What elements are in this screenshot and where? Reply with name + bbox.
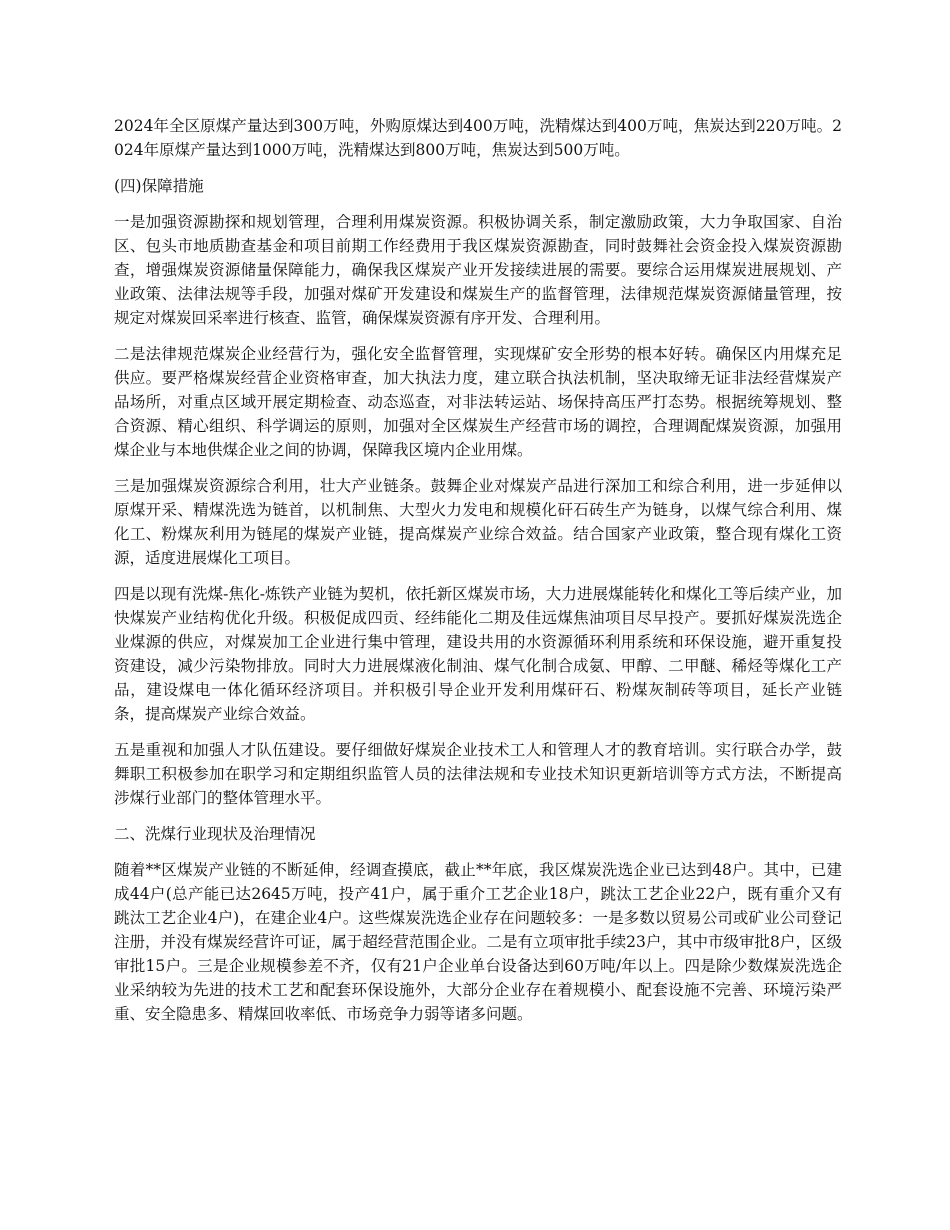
section-heading-coal-washing: 二、洗煤行业现状及治理情况 xyxy=(114,825,316,843)
paragraph-measure-3: 三是加强煤炭资源综合利用，壮大产业链条。鼓舞企业对煤炭产品进行深加工和综合利用，进一步延伸以原煤开采、精煤洗选为链首，以机制焦、大型火力发电和规模化矸石砖生产为链身，以煤气综合利用、煤化工、粉煤灰利用为链尾的煤炭产业链，提高煤炭产业综合效益。结合国家产业政策，整合现有煤化工资 源，适度进展煤化工项目。 xyxy=(114,477,842,567)
document-page xyxy=(114,114,842,1038)
paragraph-measure-1: 一是加强资源勘探和规划管理，合理利用煤炭资源。积极协调关系，制定激励政策，大力争取国家、自治区、包头市地质勘查基金和项目前期工作经费用于我区煤炭资源勘查，同时鼓舞社会资金投入煤炭资源勘查，增强煤炭资源储量保障能力，确保我区煤炭产业开发接续进展的需要。要综合运用煤炭进展规划、产业政策、法律法规等手段，加强对煤矿开发建设和煤炭生产的监督管理，法律规范煤炭资源储量管理，按规定对煤炭回采率进行核查、监管，确保煤炭资源有序开发、合理利用。 xyxy=(114,213,842,327)
paragraph-measure-4: 四是以现有洗煤-焦化-炼铁产业链为契机，依托新区煤炭市场，大力进展煤能转化和煤化工等后续产业，加快煤炭产业结构优化升级。积极促成四贡、经纬能化二期及佳远煤焦油项目尽早投产。要抓好煤炭洗选企业煤源的供应，对煤炭加工企业进行集中管理，建设共用的水资源循环利用系统和环保设施，避开重复投资建设，减少污染物排放。同时大力进展煤液化制油、煤气化制合成氨、甲醇、二甲醚、稀烃等煤化工产品，建设煤电一体化循环经济项目。并积极引导企业开发利用煤矸石、粉煤灰制砖等项目，延长产业链条，提高煤炭产业综合效益。 xyxy=(114,585,842,723)
paragraph-production-targets: 2024年全区原煤产量达到300万吨，外购原煤达到400万吨，洗精煤达到400万吨，焦炭达到220万吨。2024年原煤产量达到1000万吨，洗精煤达到800万吨，焦炭达到500万吨。 xyxy=(114,117,842,159)
section-heading-safeguards: (四)保障措施 xyxy=(114,177,204,195)
paragraph-measure-5: 五是重视和加强人才队伍建设。要仔细做好煤炭企业技术工人和管理人才的教育培训。实行联合办学，鼓舞职工积极参加在职学习和定期组织监管人员的法律法规和专业技术知识更新培训等方式方法，不断提高涉煤行业部门的整体管理水平。 xyxy=(114,741,842,807)
paragraph-coal-washing-status: 随着**区煤炭产业链的不断延伸，经调查摸底，截止**年底，我区煤炭洗选企业已达到48户。其中，已建成44户(总产能已达2645万吨，投产41户，属于重介工艺企业18户，跳汰工艺企业22户，既有重介又有跳汰工艺企业4户)，在建企业4户。这些煤炭洗选企业存在问题较多：一是多数以贸易公司或矿业公司登记注册，并没有煤炭经营许可证，属于超经营范围企业。二是有立项审批手续23户，其中市级审批8户，区级审批15户。三是企业规模参差不齐，仅有21户企业单台设备达到60万吨/年以上。四是除少数煤炭洗选企业采纳较为先进的技术工艺和配套环保设施外，大部分企业存在着规模小、配套设施不完善、环境污染严重、安全隐患多、精煤回收率低、市场竞争力弱等诸多问题。 xyxy=(114,861,842,1023)
paragraph-measure-2: 二是法律规范煤炭企业经营行为，强化安全监督管理，实现煤矿安全形势的根本好转。确保区内用煤充足供应。要严格煤炭经营企业资格审查，加大执法力度，建立联合执法机制，坚决取缔无证非法经营煤炭产品场所，对重点区域开展定期检查、动态巡查，对非法转运站、场保持高压严打态势。根据统筹规划、整合资源、精心组织、科学调运的原则，加强对全区煤炭生产经营市场的调控，合理调配煤炭资源，加强用煤企业与本地供煤企业之间的协调，保障我区境内企业用煤。 xyxy=(114,345,842,459)
